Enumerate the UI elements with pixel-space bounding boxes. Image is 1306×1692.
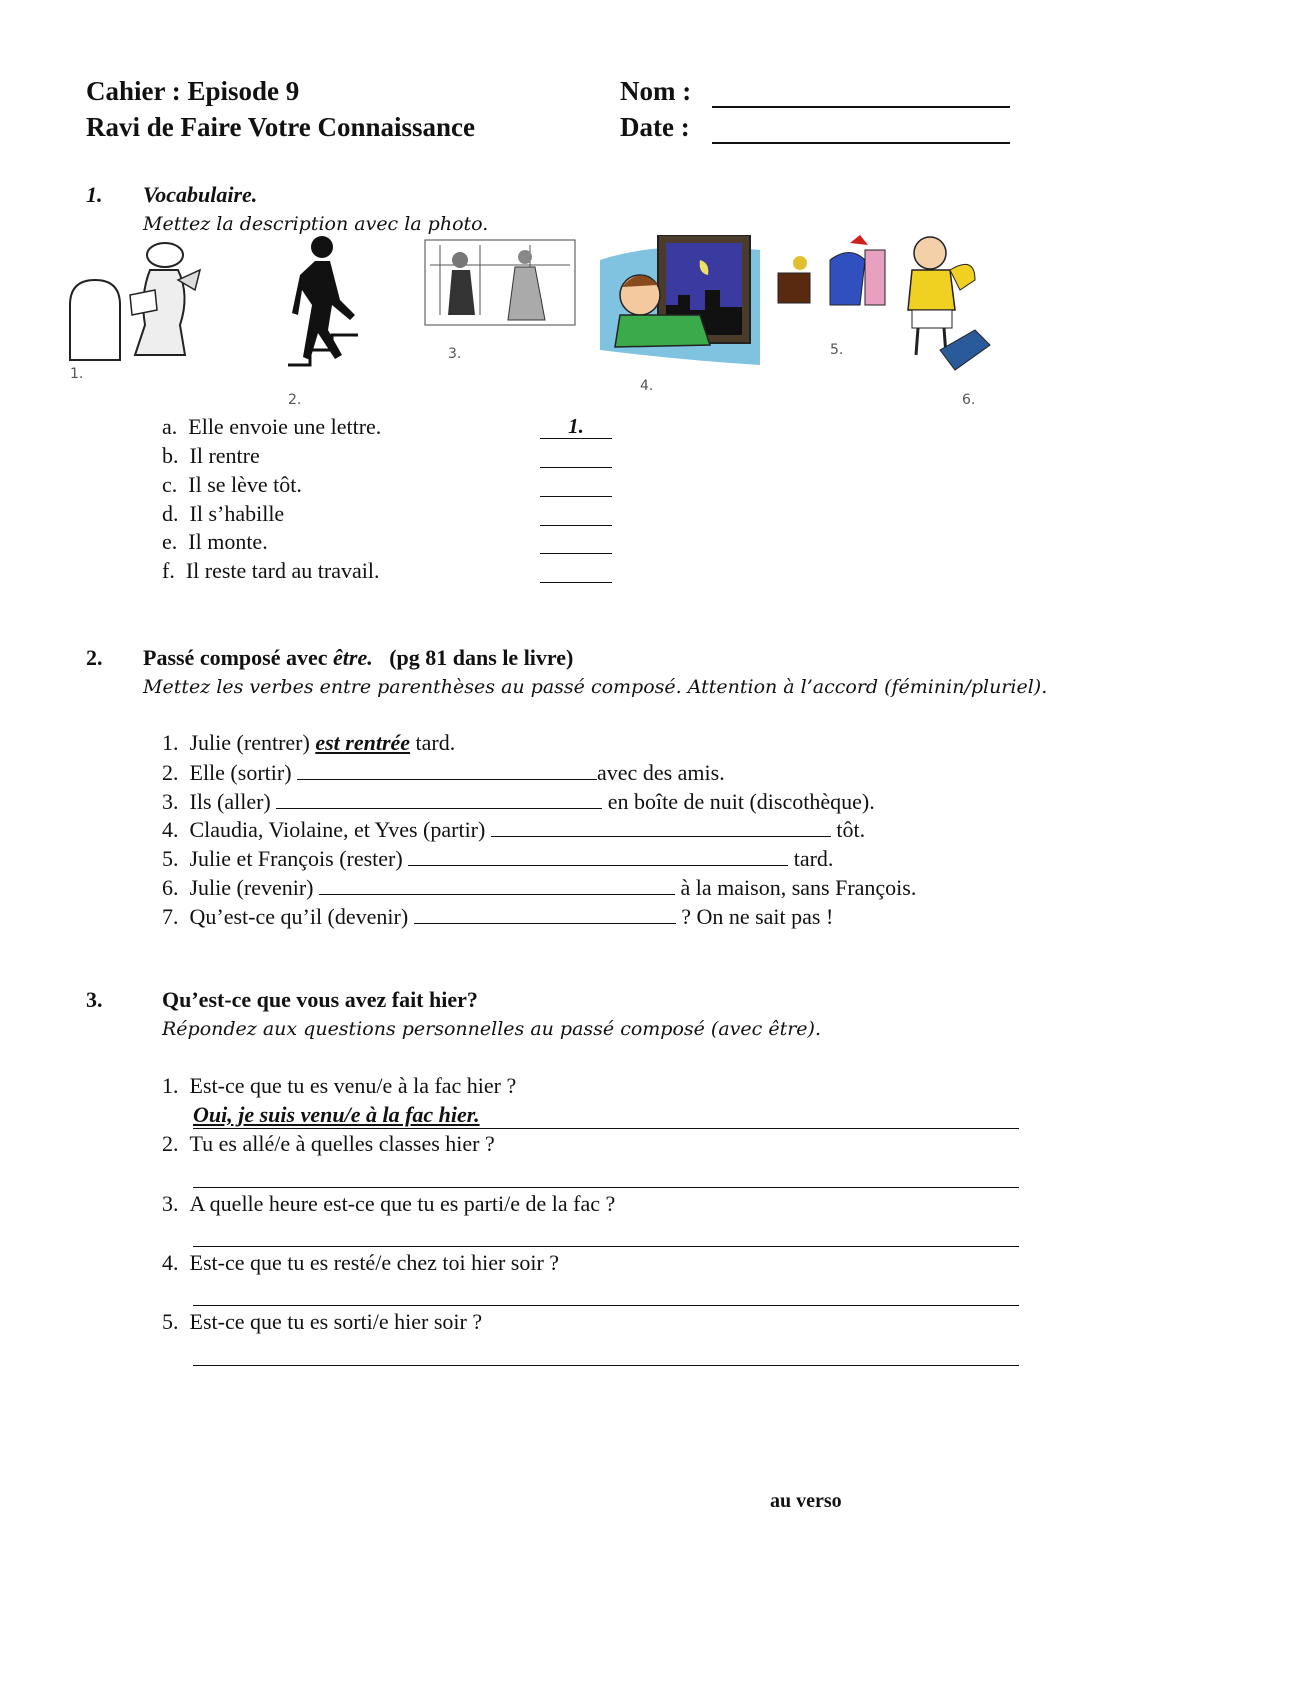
- nom-field[interactable]: [712, 78, 1010, 108]
- vocab-answer-f[interactable]: [540, 558, 612, 583]
- conj-blank-7[interactable]: [414, 903, 676, 924]
- engraving-scene-picture: [425, 240, 575, 325]
- section1-number: 1.: [86, 182, 103, 207]
- question-5: 5. Est-ce que tu es sorti/e hier soir ?: [162, 1309, 483, 1334]
- vocab-answer-c[interactable]: [540, 472, 612, 497]
- picture-number-6: 6.: [962, 392, 976, 408]
- conj-item-6: 6. Julie (revenir) à la maison, sans François.: [162, 875, 917, 900]
- date-label: Date :: [620, 112, 690, 142]
- section3-title: Qu’est-ce que vous avez fait hier?: [162, 987, 478, 1012]
- vocab-item-a: a. Elle envoie une lettre.: [162, 414, 382, 439]
- vocabulary-pictures: [60, 235, 1050, 415]
- worksheet-subtitle: Ravi de Faire Votre Connaissance: [86, 112, 476, 142]
- question-1: 1. Est-ce que tu es venu/e à la fac hier ?: [162, 1073, 517, 1098]
- picture-number-2: 2.: [288, 392, 302, 408]
- section3-number: 3.: [86, 987, 103, 1012]
- vocab-answer-e[interactable]: [540, 529, 612, 554]
- section2-number: 2.: [86, 645, 103, 670]
- worksheet-title: Cahier : Episode 9: [86, 76, 300, 106]
- conj-item-5: 5. Julie et François (rester) tard.: [162, 846, 834, 871]
- nom-label: Nom :: [620, 76, 692, 106]
- footer-au-verso: au verso: [770, 1490, 842, 1512]
- question-4: 4. Est-ce que tu es resté/e chez toi hier soir ?: [162, 1250, 560, 1275]
- vocab-item-e: e. Il monte.: [162, 529, 268, 554]
- answer-line-2[interactable]: [193, 1187, 1019, 1188]
- question-2: 2. Tu es allé/e à quelles classes hier ?: [162, 1131, 495, 1156]
- vocab-answer-b[interactable]: [540, 443, 612, 468]
- conj-item-2: 2. Elle (sortir) avec des amis.: [162, 760, 725, 785]
- question-1-sample-answer: Oui, je suis venu/e à la fac hier.: [193, 1102, 480, 1127]
- section1-title: Vocabulaire.: [143, 182, 258, 207]
- conj-item-1: 1. Julie (rentrer) est rentrée tard.: [162, 730, 456, 755]
- section2-title: Passé composé avec être. (pg 81 dans le livre): [143, 645, 574, 670]
- answer-line-4[interactable]: [193, 1305, 1019, 1306]
- section1-instruction: Mettez la description avec la photo.: [143, 213, 489, 235]
- conj-blank-6[interactable]: [319, 874, 675, 895]
- man-window-night-picture: [600, 235, 760, 365]
- picture-number-5: 5.: [830, 342, 844, 358]
- conj-blank-4[interactable]: [491, 816, 831, 837]
- picture-number-3: 3.: [448, 346, 462, 362]
- rooster-alarm-picture: [778, 235, 885, 305]
- boy-dressing-picture: [908, 237, 990, 370]
- conj-blank-3[interactable]: [276, 788, 602, 809]
- vocab-item-b: b. Il rentre: [162, 443, 260, 468]
- conj-blank-2[interactable]: [297, 759, 597, 780]
- vocab-item-d: d. Il s’habille: [162, 501, 285, 526]
- picture-number-1: 1.: [70, 366, 84, 382]
- woman-mailbox-picture: [70, 243, 200, 360]
- conj-item-4: 4. Claudia, Violaine, et Yves (partir) tôt.: [162, 817, 866, 842]
- answer-line-1[interactable]: [193, 1128, 1019, 1129]
- vocab-answer-a[interactable]: 1.: [540, 414, 612, 439]
- conj-answer-1: est rentrée: [315, 730, 411, 755]
- date-field[interactable]: [712, 114, 1010, 144]
- section2-instruction: Mettez les verbes entre parenthèses au passé composé. Attention à l’accord (féminin/pluriel).: [143, 676, 1048, 698]
- answer-line-3[interactable]: [193, 1246, 1019, 1247]
- vocab-item-f: f. Il reste tard au travail.: [162, 558, 380, 583]
- vocab-answer-d[interactable]: [540, 501, 612, 526]
- question-3: 3. A quelle heure est-ce que tu es parti/e de la fac ?: [162, 1191, 616, 1216]
- conj-blank-5[interactable]: [408, 845, 788, 866]
- conj-item-7: 7. Qu’est-ce qu’il (devenir) ? On ne sait pas !: [162, 904, 834, 929]
- vocab-item-c: c. Il se lève tôt.: [162, 472, 302, 497]
- picture-number-4: 4.: [640, 378, 654, 394]
- section3-instruction: Répondez aux questions personnelles au passé composé (avec être).: [162, 1018, 821, 1040]
- man-climbing-stairs-picture: [288, 236, 358, 365]
- conj-item-3: 3. Ils (aller) en boîte de nuit (discothèque).: [162, 789, 875, 814]
- answer-line-5[interactable]: [193, 1365, 1019, 1366]
